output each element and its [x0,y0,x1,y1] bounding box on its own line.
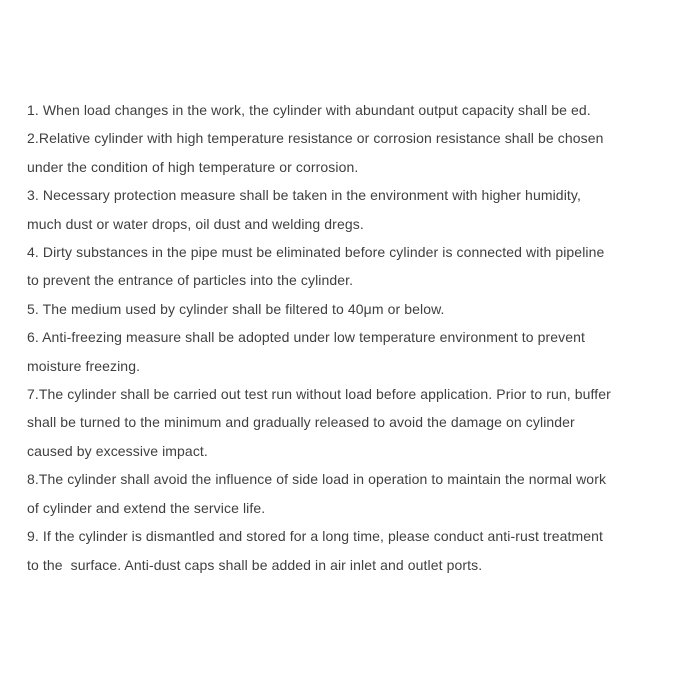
text-line: 9. If the cylinder is dismantled and stored for a long time, please conduct anti-rust treatment [27,528,604,545]
text-line: 1. When load changes in the work, the cylinder with abundant output capacity shall be ed. [27,102,591,118]
text-line: moisture freezing. [27,357,141,374]
text-line: 7.The cylinder shall be carried out test run without load before application. Prior to run, buffer [27,386,611,403]
text-line: of cylinder and extend the service life. [27,499,266,516]
text-line: 4. Dirty substances in the pipe must be eliminated before cylinder is connected with pipeline [27,244,605,261]
text-line: 3. Necessary protection measure shall be taken in the environment with higher humidity, [27,187,581,204]
text-line: 5. The medium used by cylinder shall be filtered to 40μm or below. [27,300,445,317]
text-line: much dust or water drops, oil dust and welding dregs. [27,215,364,232]
text-line: caused by excessive impact. [27,442,208,459]
text-line: 6. Anti-freezing measure shall be adopted under low temperature environment to prevent [27,329,586,346]
text-line: to the surface. Anti-dust caps shall be added in air inlet and outlet ports. [27,556,483,573]
text-line: 2.Relative cylinder with high temperature resistance or corrosion resistance shall be chosen [27,130,604,147]
text-line: shall be turned to the minimum and gradually released to avoid the damage on cylinder [27,414,575,431]
text-line: under the condition of high temperature or corrosion. [27,158,359,175]
precautions-text-block [27,96,677,579]
text-line: to prevent the entrance of particles into the cylinder. [27,272,354,289]
text-line: 8.The cylinder shall avoid the influence of side load in operation to maintain the normal work [27,471,607,488]
